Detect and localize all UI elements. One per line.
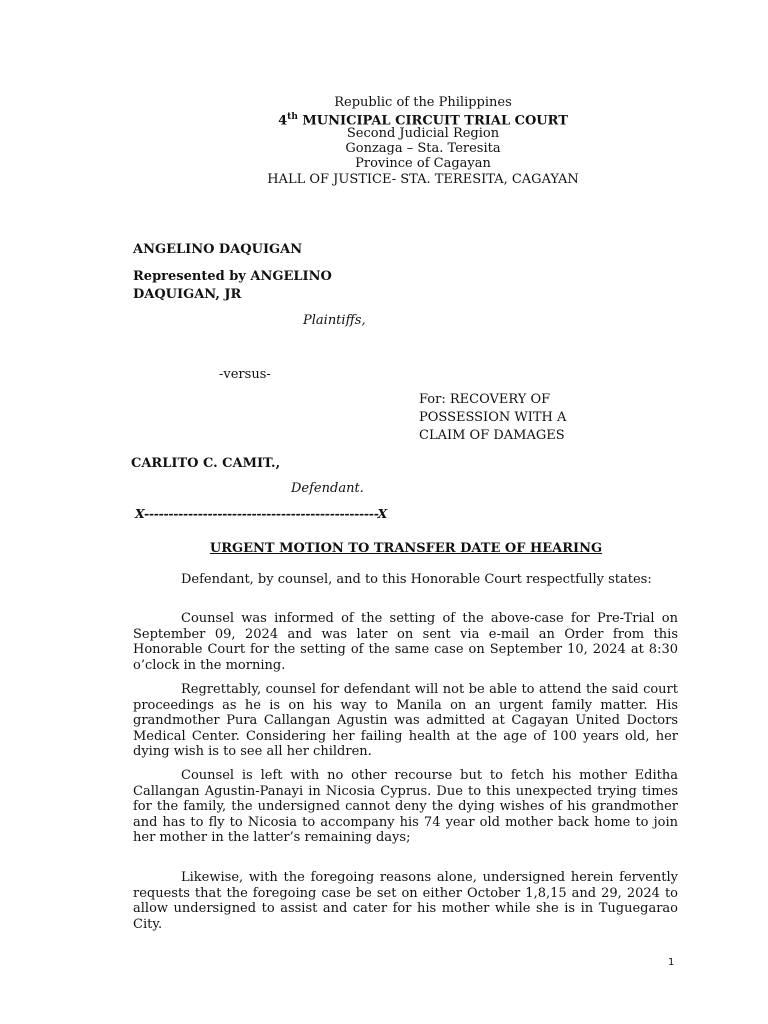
case-nature-line3: CLAIM OF DAMAGES: [419, 428, 565, 443]
court-title: MUNICIPAL CIRCUIT TRIAL COURT: [297, 113, 568, 129]
header-municipality: Gonzaga – Sta. Teresita: [345, 141, 501, 156]
represented-by-line2: DAQUIGAN, JR: [133, 287, 242, 302]
paragraph-2-text: Counsel was informed of the setting of the above-case for Pre-Trial on September 09, 2024 and was later on sent via e-mail an Order from this Honorable Court for the setting of the same case on September 10, 2024 at 8:30 o’clock in the morning.: [133, 611, 678, 673]
header-hall-of-justice: HALL OF JUSTICE- STA. TERESITA, CAGAYAN: [267, 172, 579, 187]
paragraph-5-text: Likewise, with the foregoing reasons alone, undersigned herein fervently requests that the foregoing case be set on either October 1,8,15 and 29, 2024 to allow undersigned to assist and cater for his mother while she is in Tuguegarao City.: [133, 870, 678, 932]
case-nature-line1: For: RECOVERY OF: [419, 392, 551, 407]
caption-separator: X------------------------------------------------X: [135, 506, 388, 521]
court-ordinal: 4: [278, 113, 288, 129]
paragraph-3: [133, 682, 678, 760]
defendant-name: CARLITO C. CAMIT.,: [131, 456, 281, 471]
page-number: 1: [668, 957, 675, 968]
paragraph-1: [133, 572, 678, 588]
paragraph-4: [133, 768, 678, 846]
represented-by-line1: Represented by ANGELINO: [133, 269, 332, 284]
motion-title-wrap: [0, 541, 768, 557]
motion-title: URGENT MOTION TO TRANSFER DATE OF HEARING: [209, 541, 603, 556]
header-region: Second Judicial Region: [346, 126, 500, 141]
defendant-label: Defendant.: [291, 481, 364, 496]
court-ordinal-suffix: th: [287, 112, 298, 122]
case-nature-line2: POSSESSION WITH A: [419, 410, 567, 425]
header-province: Province of Cagayan: [355, 156, 491, 171]
paragraph-4-text: Counsel is left with no other recourse but to fetch his mother Editha Callangan Agustin-Panayi in Nicosia Cyprus. Due to this unexpected trying times for the family, the undersigned cannot deny the dying wishes of his grandmother and has to fly to Nicosia to accompany his 74 year old mother back home to join her mother in the latter’s remaining days;: [133, 768, 678, 845]
plaintiffs-label: Plaintiffs,: [303, 313, 366, 328]
versus-label: -versus-: [219, 367, 271, 382]
paragraph-1-text: Defendant, by counsel, and to this Honorable Court respectfully states:: [181, 572, 652, 587]
paragraph-2: [133, 611, 678, 673]
paragraph-3-text: Regrettably, counsel for defendant will not be able to attend the said court proceedings as he is on his way to Manila on an urgent family matter. His grandmother Pura Callangan Agustin was admitted at Cagayan United Doctors Medical Center. Considering her failing health at the age of 100 years old, her dying wish is to see all her children.: [133, 682, 678, 759]
header-republic: Republic of the Philippines: [334, 95, 512, 110]
paragraph-5: [133, 870, 678, 932]
plaintiff-name: ANGELINO DAQUIGAN: [133, 242, 303, 257]
